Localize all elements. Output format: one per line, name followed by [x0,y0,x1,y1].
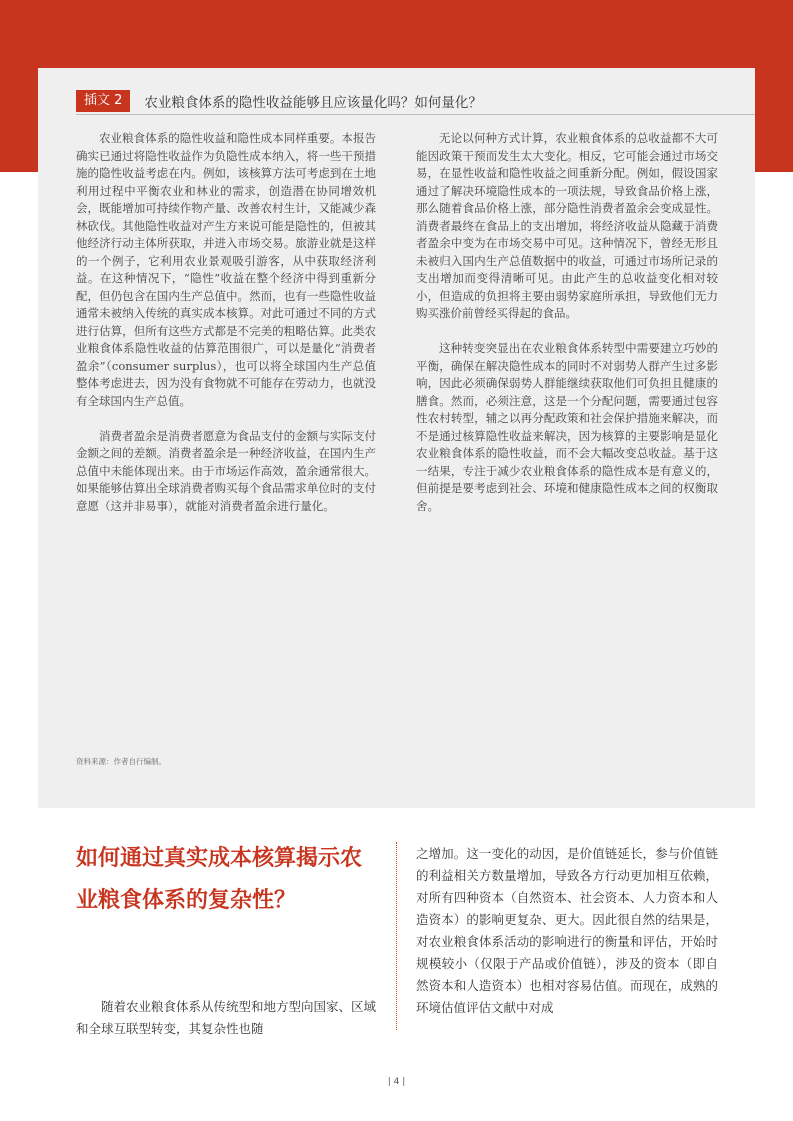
insert-paragraph: 消费者盈余是消费者愿意为食品支付的金额与实际支付金额之间的差额。消费者盈余是一种经济收益，在国内生产总值中未能体现出来。由于市场运作高效，盈余通常很大。如果能够估算出全球消费者购买每个食品需求单位时的支付意愿（这并非易事），就能对消费者盈余进行量化。 [76,428,376,513]
section-paragraph-continued: 之增加。这一变化的动因，是价值链延长，参与价值链的利益相关方数量增加，导致各方行动更加相互依赖，对所有四种资本（自然资本、社会资本、人力资本和人造资本）的影响更复杂、更大。因此很自然的结果是，对农业粮食体系活动的影响进行的衡量和评估，开始时规模较小（仅限于产品或价值链），涉及的资本（即自然资本和人造资本）也相对容易估值。而现在，成熟的环境估值评估文献中对成 [416,846,718,1015]
insert-title [76,90,482,112]
column-divider [396,842,397,1030]
insert-right-column [416,130,718,533]
title-divider [76,114,755,115]
insert-left-column [76,130,376,533]
section-right-text [416,843,718,1019]
insert-heading: 农业粮食体系的隐性收益能够且应该量化吗？如何量化？ [144,95,482,111]
section-paragraph: 随着农业粮食体系从传统型和地方型向国家、区域和全球互联型转变，其复杂性也随 [76,999,377,1036]
insert-paragraph: 这种转变突显出在农业粮食体系转型中需要建立巧妙的平衡，确保在解决隐性成本的同时不对弱势人群产生过多影响，因此必须确保弱势人群能继续获取他们可负担且健康的膳食。然而，必须注意，这是一个分配问题，需要通过包容性农村转型，辅之以再分配政策和社会保护措施来解决，而不是通过核算隐性收益来解决，因为核算的主要影响是显化农业粮食体系的隐性收益，而不会大幅改变总收益。基于这一结果，专注于减少农业粮食体系的隐性成本是有意义的，但前提是要考虑到社会、环境和健康隐性成本之间的权衡取舍。 [416,341,718,513]
insert-tag: 插文 2 [76,90,130,112]
section-heading: 如何通过真实成本核算揭示农业粮食体系的复杂性？ [76,846,363,913]
insert-paragraph: 农业粮食体系的隐性收益和隐性成本同样重要。本报告确实已通过将隐性收益作为负隐性成本纳入，将一些干预措施的隐性收益考虑在内。例如，该核算方法可考虑到在土地利用过程中平衡农业和林业的需求，创造潜在协同增效机会，既能增加可持续作物产量、改善农村生计，又能减少森林砍伐。其他隐性收益对产生方来说可能是隐性的，但被其他经济行动主体所获取，并进入市场交易。旅游业就是这样的一个例子，它利用农业景观吸引游客，从中获取经济利益。在这种情况下，“隐性”收益在整个经济中得到重新分配，但仍包含在国内生产总值中。然而，也有一些隐性收益通常未被纳入传统的真实成本核算。对此可通过不同的方式进行估算，但所有这些方式都是不完美的粗略估算。此类农业粮食体系隐性收益的估算范围很广，可以是量化“消费者盈余”（consumer surplus），也可以将全球国内生产总值整体考虑进去，因为没有食物就不可能存在劳动力，也就没有全球国内生产总值。 [76,131,376,408]
source-note: 资料来源：作者自行编制。 [76,757,166,766]
section-left-text [76,996,376,1040]
page-number: | 4 | [387,1077,406,1087]
insert-paragraph: 无论以何种方式计算，农业粮食体系的总收益都不大可能因政策干预而发生太大变化。相反，它可能会通过市场交易，在显性收益和隐性收益之间重新分配。例如，假设国家通过了解决环境隐性成本的一项法规，导致食品价格上涨，那么随着食品价格上涨，部分隐性消费者盈余会变成显性。消费者最终在食品上的支出增加，将经济收益从隐藏于消费者盈余中变为在市场交易中可见。这种情况下，曾经无形且未被归入国内生产总值数据中的收益，可通过市场所记录的支出增加而变得清晰可见。由此产生的总收益变化相对较小，但造成的负担将主要由弱势家庭所承担，导致他们无力购买涨价前曾经买得起的食品。 [416,131,718,320]
